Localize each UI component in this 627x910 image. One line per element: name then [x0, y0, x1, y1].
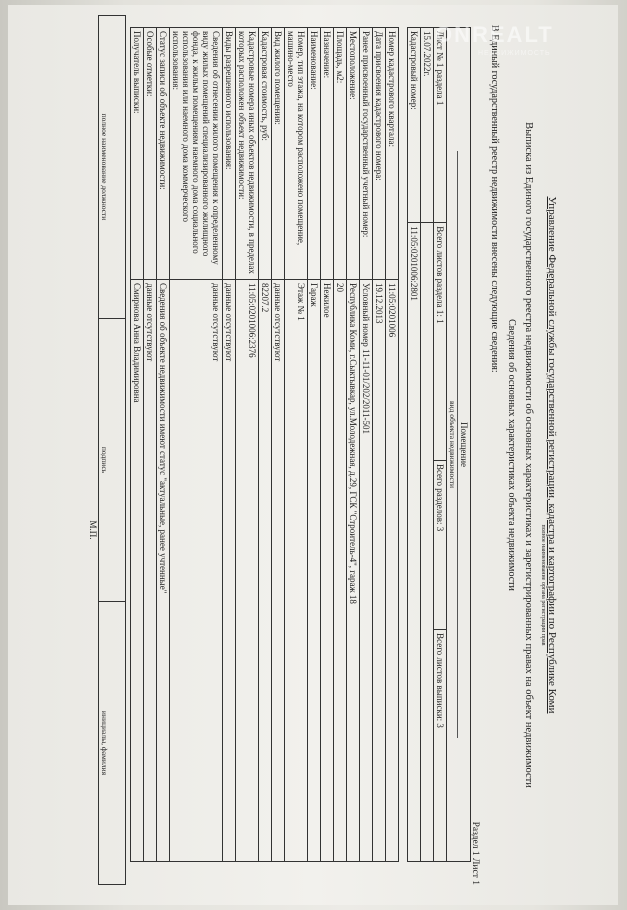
object-type-cell [447, 28, 471, 862]
characteristic-value: данные отсутствуют [272, 280, 285, 862]
characteristic-value: Этаж № 1 [285, 280, 308, 862]
characteristic-label: Дата присвоения кадастрового номера: [373, 28, 386, 280]
extract-date: 15.07.2022г. [421, 28, 434, 223]
characteristic-label: Местоположение: [347, 28, 360, 280]
characteristics-table [130, 27, 399, 862]
characteristic-value: 19.12.2013 [373, 280, 386, 862]
extract-sheet [8, 5, 618, 905]
characteristic-value: 82207.2 [259, 280, 272, 862]
characteristic-value: данные отсутствуют [170, 280, 223, 862]
characteristic-label: Виды разрешенного использования: [223, 28, 236, 280]
watermark-logo: ONREALT [435, 22, 554, 47]
object-type-caption: вид объекта недвижимости [448, 151, 458, 738]
sheet-number: Лист № 1 раздела 1 [434, 28, 447, 223]
characteristic-label: Номер кадастрового квартала: [386, 28, 399, 280]
characteristic-label: Получатель выписки: [131, 28, 144, 280]
characteristic-row [347, 28, 360, 862]
characteristic-row [285, 28, 308, 862]
characteristic-value: 11:05:0201006 [386, 280, 399, 862]
signature-caption: подпись [99, 319, 126, 602]
intro-text: В Единый государственный реестр недвижимости внесены следующие сведения: [489, 25, 500, 373]
document-title: Выписка из Единого государственного реестра недвижимости об основных характеристиках и зарегистрированных правах на объект недвижимости [523, 122, 534, 788]
sections-total: Всего разделов: 3 [434, 460, 447, 629]
characteristic-row [170, 28, 223, 862]
characteristic-row [157, 28, 170, 862]
characteristic-label: Назначение: [321, 28, 334, 280]
stamp-place: М.П. [88, 520, 98, 540]
characteristic-label: Номер, тип этажа, на котором расположено помещение, машино-место [285, 28, 308, 280]
characteristic-row [236, 28, 259, 862]
agency-name: Управление Федеральной службы государственной регистрации, кадастра и картографии по Республике Коми [546, 196, 558, 714]
object-type-value: Помещение [459, 421, 469, 468]
characteristic-row [223, 28, 236, 862]
characteristic-label: Кадастровые номера иных объектов недвижимости, в пределах которых расположен объект недвижимости: [236, 28, 259, 280]
characteristic-value: Республика Коми, г.Сыктывкар, ул.Молодежная, д.29, ГСК "Строитель-4", гараж 18 [347, 280, 360, 862]
characteristic-label: Особые отметки: [144, 28, 157, 280]
header-table [407, 27, 471, 862]
characteristic-value: Условный номер 11-11-01/202/2011-501 [360, 280, 373, 862]
characteristic-value: Гараж [308, 280, 321, 862]
characteristic-row [386, 28, 399, 862]
characteristic-row [360, 28, 373, 862]
characteristic-row [321, 28, 334, 862]
signature-table [98, 15, 126, 885]
characteristic-value: Смирнова Анна Владимировна [131, 280, 144, 862]
cadastral-number-label: Кадастровый номер: [408, 28, 421, 223]
characteristic-row [334, 28, 347, 862]
characteristic-label: Статус записи об объекте недвижимости: [157, 28, 170, 280]
characteristic-label: Вид жилого помещения: [272, 28, 285, 280]
cadastral-number-value: 11:05:0201006:2801 [408, 223, 421, 862]
date-row-empty [421, 223, 434, 862]
sheets-in-section: Всего листов раздела 1: 1 [434, 223, 447, 461]
characteristic-value: 11:05:0201006:2376 [236, 280, 259, 862]
document-subtitle: Сведения об основных характеристиках объекта недвижимости [506, 319, 517, 591]
characteristic-value: Нежилое [321, 280, 334, 862]
characteristic-value: 20 [334, 280, 347, 862]
characteristic-row [259, 28, 272, 862]
sheets-total: Всего листов выписки: 3 [434, 630, 447, 862]
characteristic-label: Кадастровая стоимость, руб: [259, 28, 272, 280]
characteristic-label: Сведения об отнесении жилого помещения к определенному виду жилых помещений специализированного жилищного фонда, к жилым помещениям наемного дома социального использования или наемного дома коммерческого использования: [170, 28, 223, 280]
position-caption: полное наименование должности [99, 16, 126, 319]
characteristic-row [131, 28, 144, 862]
characteristic-row [373, 28, 386, 862]
agency-caption: полное наименование органа регистрации прав [540, 524, 546, 646]
characteristic-value: данные отсутствуют [144, 280, 157, 862]
characteristic-row [144, 28, 157, 862]
name-caption: инициалы, фамилия [99, 602, 126, 885]
section-label: Раздел 1 Лист 1 [470, 821, 480, 885]
characteristic-value: Сведения об объекте недвижимости имеют статус "актуальные, ранее учтенные" [157, 280, 170, 862]
characteristic-label: Наименование: [308, 28, 321, 280]
characteristic-value: данные отсутствуют [223, 280, 236, 862]
characteristic-row [272, 28, 285, 862]
characteristic-label: Ранее присвоенный государственный учетный номер: [360, 28, 373, 280]
characteristic-row [308, 28, 321, 862]
watermark-subtext: НЕДВИЖИМОСТЬ [478, 50, 551, 57]
characteristic-label: Площадь, м2: [334, 28, 347, 280]
